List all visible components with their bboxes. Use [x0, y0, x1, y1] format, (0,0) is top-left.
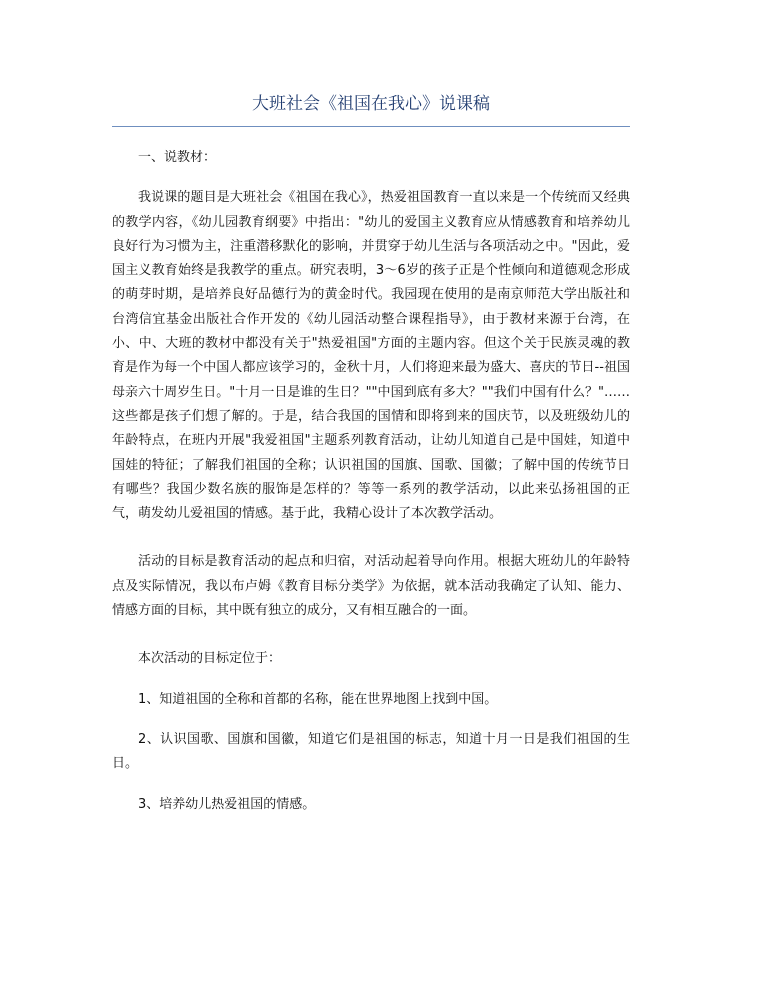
paragraph-objectives-intro: 本次活动的目标定位于： [138, 651, 282, 667]
objective-item: 1、知道祖国的全称和首都的名称，能在世界地图上找到中国。 [138, 691, 498, 707]
paragraph-goals: 活动的目标是教育活动的起点和归宿，对活动起着导向作用。根据大班幼儿的年龄特点及实际情况，我以布卢姆《教育目标分类学》为依据，就本活动我确定了认知、能力、情感方面的目标，其中既有独立的成分，又有相互融合的一面。 [112, 554, 630, 619]
document-title: 大班社会《祖国在我心》说课稿 [252, 94, 490, 114]
objective-item: 3、培养幼儿热爱祖国的情感。 [138, 796, 316, 812]
objective-item: 2、认识国歌、国旗和国徽，知道它们是祖国的标志，知道十月一日是我们祖国的生日。 [112, 731, 630, 772]
title-divider [112, 126, 630, 127]
section-heading: 一、说教材： [138, 150, 217, 165]
paragraph-materials: 我说课的题目是大班社会《祖国在我心》，热爱祖国教育一直以来是一个传统而又经典的教学内容，《幼儿园教育纲要》中指出："幼儿的爱国主义教育应从情感教育和培养幼儿良好行为习惯为主，注重潜移默化的影响，并贯穿于幼儿生活与各项活动之中。"因此，爱国主义教育始终是我教学的重点。研究表明，3～6岁的孩子正是个性倾向和道德观念形成的萌芽时期，是培养良好品德行为的黄金时代。我园现在使用的是南京师范大学出版社和台湾信宜基金出版社合作开发的《幼儿园活动整合课程指导》，由于教材来源于台湾，在小、中、大班的教材中都没有关于"热爱祖国"方面的主题内容。但这个关于民族灵魂的教育是作为每一个中国人都应该学习的，金秋十月，人们将迎来最为盛大、喜庆的节日--祖国母亲六十周岁生日。"十月一日是谁的生日？""中国到底有多大？""我们中国有什么？"……这些都是孩子们想了解的。于是，结合我国的国情和即将到来的国庆节，以及班级幼儿的年龄特点，在班内开展"我爱祖国"主题系列教育活动，让幼儿知道自己是中国娃，知道中国娃的特征；了解我们祖国的全称；认识祖国的国旗、国歌、国徽；了解中国的传统节日有哪些？我国少数名族的服饰是怎样的？等等一系列的教学活动，以此来弘扬祖国的正气，萌发幼儿爱祖国的情感。基于此，我精心设计了本次教学活动。 [112, 190, 630, 522]
document-body [112, 146, 630, 841]
